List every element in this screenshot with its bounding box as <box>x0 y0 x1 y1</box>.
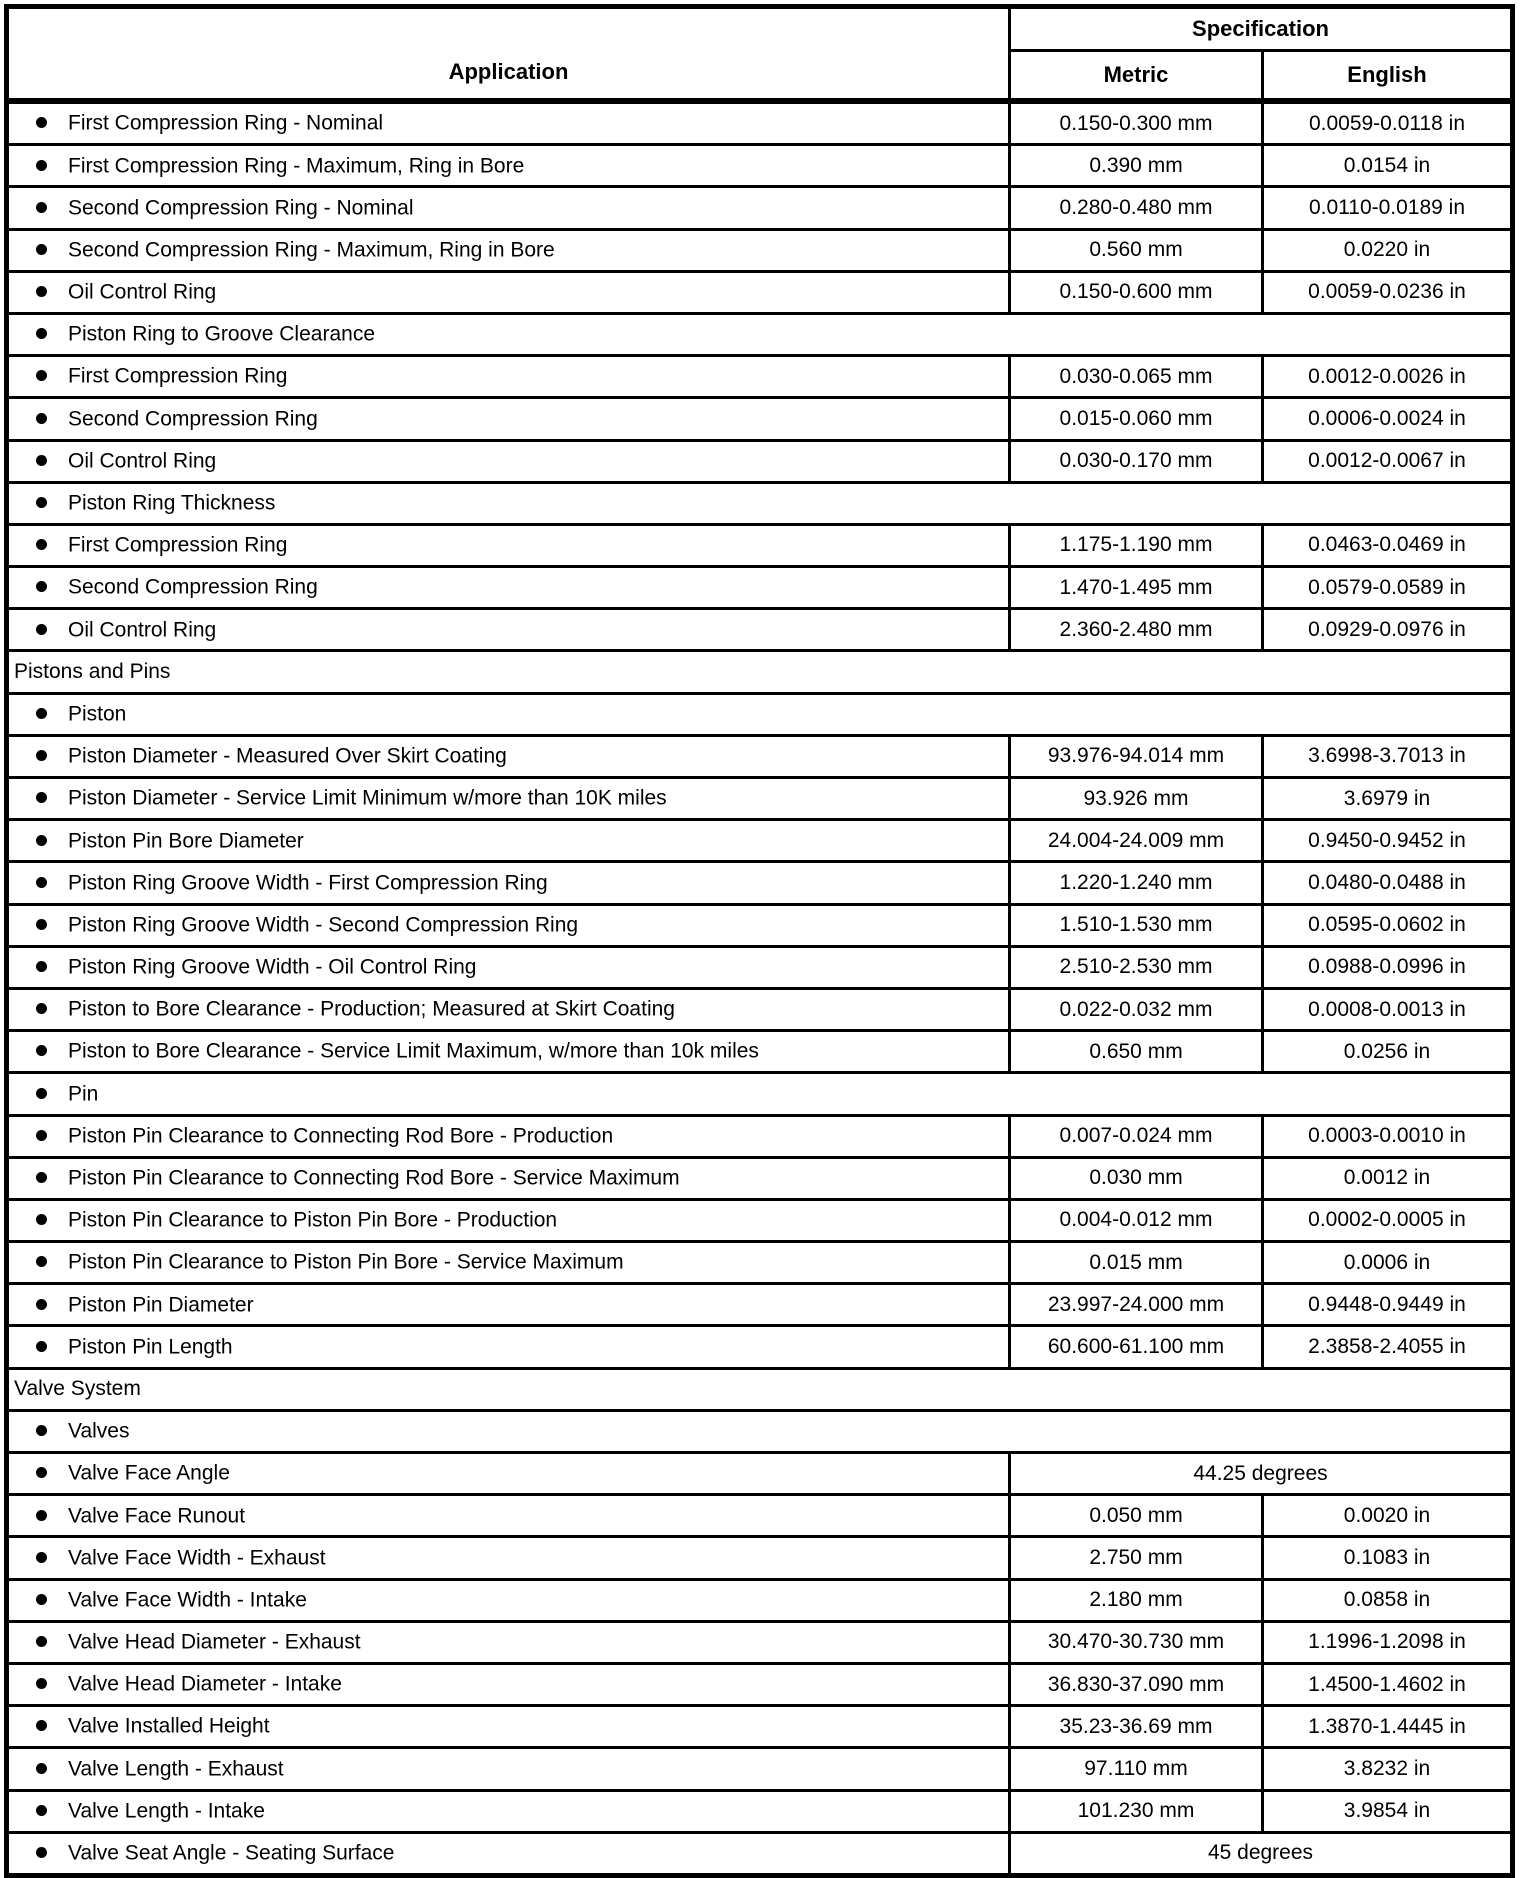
table-row <box>7 567 1513 609</box>
group-label-cell <box>7 313 1513 355</box>
bullet-icon <box>36 1720 47 1731</box>
metric-value: 93.976-94.014 mm <box>1010 735 1263 777</box>
application-cell <box>7 1621 1010 1663</box>
table-row <box>7 1073 1513 1115</box>
application-cell <box>7 1832 1010 1875</box>
metric-value: 23.997-24.000 mm <box>1010 1284 1263 1326</box>
table-header <box>7 7 1513 102</box>
table-row <box>7 1790 1513 1832</box>
bullet-icon <box>36 1130 47 1141</box>
specification-column-header: Specification <box>1010 7 1513 51</box>
table-row <box>7 1537 1513 1579</box>
english-value: 1.4500-1.4602 in <box>1263 1663 1513 1705</box>
metric-value: 101.230 mm <box>1010 1790 1263 1832</box>
bullet-icon <box>36 202 47 213</box>
table-row <box>7 1748 1513 1790</box>
bullet-icon <box>36 1763 47 1774</box>
application-cell <box>7 820 1010 862</box>
specification-value: 44.25 degrees <box>1010 1453 1513 1495</box>
table-row <box>7 1199 1513 1241</box>
application-label: Pin <box>68 1082 99 1106</box>
group-label-cell <box>7 482 1513 524</box>
english-column-header: English <box>1263 51 1513 102</box>
bullet-icon <box>36 792 47 803</box>
metric-value: 0.050 mm <box>1010 1495 1263 1537</box>
english-value: 0.0020 in <box>1263 1495 1513 1537</box>
bullet-icon <box>36 1088 47 1099</box>
application-label: Piston to Bore Clearance - Production; Measured at Skirt Coating <box>68 997 675 1021</box>
english-value: 0.0008-0.0013 in <box>1263 988 1513 1030</box>
bullet-icon <box>36 244 47 255</box>
english-value: 2.3858-2.4055 in <box>1263 1326 1513 1368</box>
english-value: 0.0154 in <box>1263 145 1513 187</box>
table-row <box>7 693 1513 735</box>
table-row <box>7 524 1513 566</box>
table-row <box>7 1031 1513 1073</box>
metric-value: 93.926 mm <box>1010 778 1263 820</box>
english-value: 0.0858 in <box>1263 1579 1513 1621</box>
application-cell <box>7 229 1010 271</box>
bullet-icon <box>36 539 47 550</box>
application-label: Piston Diameter - Service Limit Minimum w/more than 10K miles <box>68 786 667 810</box>
application-cell <box>7 524 1010 566</box>
bullet-icon <box>36 328 47 339</box>
metric-value: 0.007-0.024 mm <box>1010 1115 1263 1157</box>
application-label: Piston Ring to Groove Clearance <box>68 322 375 346</box>
bullet-icon <box>36 1594 47 1605</box>
bullet-icon <box>36 497 47 508</box>
group-label-cell <box>7 1410 1513 1452</box>
application-cell <box>7 271 1010 313</box>
application-label: Piston Ring Groove Width - Oil Control Ring <box>68 955 477 979</box>
table-row <box>7 820 1513 862</box>
table-row <box>7 101 1513 145</box>
metric-value: 1.470-1.495 mm <box>1010 567 1263 609</box>
application-label: Valve Face Runout <box>68 1504 246 1527</box>
application-label: Piston Pin Clearance to Connecting Rod Bore - Production <box>68 1124 614 1148</box>
application-label: Piston Ring Thickness <box>68 491 276 515</box>
application-cell <box>7 1031 1010 1073</box>
specification-value: 45 degrees <box>1010 1832 1513 1875</box>
table-row <box>7 946 1513 988</box>
table-row <box>7 229 1513 271</box>
group-label-cell <box>7 693 1513 735</box>
metric-value: 0.015-0.060 mm <box>1010 398 1263 440</box>
metric-value: 0.560 mm <box>1010 229 1263 271</box>
english-value: 3.9854 in <box>1263 1790 1513 1832</box>
table-row <box>7 1663 1513 1705</box>
english-value: 0.0595-0.0602 in <box>1263 904 1513 946</box>
bullet-icon <box>36 1678 47 1689</box>
metric-value: 2.180 mm <box>1010 1579 1263 1621</box>
english-value: 0.0220 in <box>1263 229 1513 271</box>
application-label: Valve Face Width - Intake <box>68 1588 307 1612</box>
metric-value: 35.23-36.69 mm <box>1010 1706 1263 1748</box>
bullet-icon <box>36 1467 47 1478</box>
application-cell <box>7 609 1010 651</box>
bullet-icon <box>36 370 47 381</box>
application-label: Piston Pin Clearance to Connecting Rod Bore - Service Maximum <box>68 1166 680 1190</box>
application-cell <box>7 1326 1010 1368</box>
metric-value: 0.150-0.600 mm <box>1010 271 1263 313</box>
english-value: 1.1996-1.2098 in <box>1263 1621 1513 1663</box>
application-label: Piston Pin Clearance to Piston Pin Bore - Service Maximum <box>68 1250 624 1274</box>
table-row <box>7 1495 1513 1537</box>
application-cell <box>7 1748 1010 1790</box>
application-label: Second Compression Ring - Nominal <box>68 196 414 220</box>
metric-value: 1.175-1.190 mm <box>1010 524 1263 566</box>
bullet-icon <box>36 919 47 930</box>
application-cell <box>7 101 1010 145</box>
english-value: 0.0003-0.0010 in <box>1263 1115 1513 1157</box>
metric-value: 1.220-1.240 mm <box>1010 862 1263 904</box>
application-label: Valve Seat Angle - Seating Surface <box>68 1841 395 1865</box>
metric-value: 30.470-30.730 mm <box>1010 1621 1263 1663</box>
table-row <box>7 1706 1513 1748</box>
application-label: Second Compression Ring - Maximum, Ring in Bore <box>68 238 555 262</box>
table-row <box>7 1284 1513 1326</box>
bullet-icon <box>36 581 47 592</box>
english-value: 0.0579-0.0589 in <box>1263 567 1513 609</box>
metric-value: 0.022-0.032 mm <box>1010 988 1263 1030</box>
bullet-icon <box>36 1214 47 1225</box>
application-cell <box>7 1790 1010 1832</box>
application-cell <box>7 1663 1010 1705</box>
table-row <box>7 609 1513 651</box>
metric-value: 36.830-37.090 mm <box>1010 1663 1263 1705</box>
application-cell <box>7 988 1010 1030</box>
application-label: Piston Pin Diameter <box>68 1293 254 1317</box>
header-row-top <box>7 7 1513 51</box>
table-row <box>7 1157 1513 1199</box>
english-value: 0.0480-0.0488 in <box>1263 862 1513 904</box>
application-column-header: Application <box>7 7 1010 102</box>
table-row <box>7 1453 1513 1495</box>
bullet-icon <box>36 117 47 128</box>
metric-value: 0.280-0.480 mm <box>1010 187 1263 229</box>
application-cell <box>7 398 1010 440</box>
english-value: 0.9450-0.9452 in <box>1263 820 1513 862</box>
application-cell <box>7 1706 1010 1748</box>
metric-value: 0.004-0.012 mm <box>1010 1199 1263 1241</box>
table-row <box>7 988 1513 1030</box>
section-header-label: Pistons and Pins <box>7 651 1513 693</box>
application-label: First Compression Ring - Nominal <box>68 111 384 135</box>
bullet-icon <box>36 1636 47 1647</box>
application-label: Piston Pin Clearance to Piston Pin Bore - Production <box>68 1208 558 1232</box>
application-cell <box>7 1157 1010 1199</box>
english-value: 1.3870-1.4445 in <box>1263 1706 1513 1748</box>
bullet-icon <box>36 1425 47 1436</box>
english-value: 3.6979 in <box>1263 778 1513 820</box>
table-row <box>7 1579 1513 1621</box>
metric-value: 2.360-2.480 mm <box>1010 609 1263 651</box>
table-row <box>7 1242 1513 1284</box>
bullet-icon <box>36 1552 47 1563</box>
application-label: Piston Ring Groove Width - First Compression Ring <box>68 871 548 895</box>
metric-value: 0.390 mm <box>1010 145 1263 187</box>
english-value: 0.0006 in <box>1263 1242 1513 1284</box>
metric-value: 2.750 mm <box>1010 1537 1263 1579</box>
application-label: Oil Control Ring <box>68 618 217 642</box>
application-label: Valve Length - Exhaust <box>68 1757 284 1781</box>
bullet-icon <box>36 708 47 719</box>
table-row <box>7 1115 1513 1157</box>
application-label: Piston Ring Groove Width - Second Compression Ring <box>68 913 579 937</box>
application-label: Valve Length - Intake <box>68 1799 265 1823</box>
application-label: Second Compression Ring <box>68 407 318 431</box>
english-value: 0.0988-0.0996 in <box>1263 946 1513 988</box>
table-row <box>7 1410 1513 1452</box>
bullet-icon <box>36 835 47 846</box>
application-cell <box>7 1242 1010 1284</box>
application-label: Valve Face Angle <box>68 1461 230 1485</box>
metric-value: 0.030-0.065 mm <box>1010 356 1263 398</box>
metric-value: 0.150-0.300 mm <box>1010 101 1263 145</box>
bullet-icon <box>36 160 47 171</box>
metric-value: 0.030 mm <box>1010 1157 1263 1199</box>
table-body <box>7 101 1513 1875</box>
table-row <box>7 187 1513 229</box>
bullet-icon <box>36 961 47 972</box>
application-cell <box>7 1115 1010 1157</box>
metric-column-header: Metric <box>1010 51 1263 102</box>
table-row <box>7 1832 1513 1875</box>
application-cell <box>7 1453 1010 1495</box>
application-cell <box>7 187 1010 229</box>
table-row <box>7 482 1513 524</box>
english-value: 0.0002-0.0005 in <box>1263 1199 1513 1241</box>
bullet-icon <box>36 1045 47 1056</box>
table-row <box>7 735 1513 777</box>
table-row <box>7 313 1513 355</box>
english-value: 0.0059-0.0236 in <box>1263 271 1513 313</box>
application-label: Piston to Bore Clearance - Service Limit Maximum, w/more than 10k miles <box>68 1039 759 1063</box>
application-label: Valve Face Width - Exhaust <box>68 1546 326 1570</box>
bullet-icon <box>36 624 47 635</box>
application-cell <box>7 1199 1010 1241</box>
metric-value: 0.030-0.170 mm <box>1010 440 1263 482</box>
bullet-icon <box>36 455 47 466</box>
table-row <box>7 904 1513 946</box>
english-value: 0.0012-0.0026 in <box>1263 356 1513 398</box>
english-value: 0.0012 in <box>1263 1157 1513 1199</box>
application-cell <box>7 145 1010 187</box>
application-label: Valve Installed Height <box>68 1714 270 1738</box>
application-cell <box>7 1579 1010 1621</box>
bullet-icon <box>36 1510 47 1521</box>
english-value: 0.1083 in <box>1263 1537 1513 1579</box>
table-row <box>7 356 1513 398</box>
application-label: Piston Pin Bore Diameter <box>68 829 304 852</box>
table-row <box>7 145 1513 187</box>
metric-value: 0.650 mm <box>1010 1031 1263 1073</box>
metric-value: 97.110 mm <box>1010 1748 1263 1790</box>
application-cell <box>7 862 1010 904</box>
english-value: 0.0463-0.0469 in <box>1263 524 1513 566</box>
bullet-icon <box>36 877 47 888</box>
application-cell <box>7 1284 1010 1326</box>
bullet-icon <box>36 413 47 424</box>
metric-value: 24.004-24.009 mm <box>1010 820 1263 862</box>
application-label: First Compression Ring - Maximum, Ring in Bore <box>68 154 525 177</box>
bullet-icon <box>36 1003 47 1014</box>
bullet-icon <box>36 286 47 297</box>
english-value: 0.0012-0.0067 in <box>1263 440 1513 482</box>
application-label: Piston Pin Length <box>68 1335 233 1359</box>
table-row <box>7 1326 1513 1368</box>
application-cell <box>7 567 1010 609</box>
application-label: Oil Control Ring <box>68 449 217 473</box>
application-cell <box>7 1537 1010 1579</box>
table-row <box>7 862 1513 904</box>
application-label: Oil Control Ring <box>68 280 217 304</box>
metric-value: 60.600-61.100 mm <box>1010 1326 1263 1368</box>
application-label: Piston <box>68 702 127 726</box>
bullet-icon <box>36 1805 47 1816</box>
application-cell <box>7 356 1010 398</box>
table-row <box>7 1368 1513 1410</box>
application-label: Piston Diameter - Measured Over Skirt Coating <box>68 744 507 768</box>
english-value: 0.0929-0.0976 in <box>1263 609 1513 651</box>
specification-table <box>4 4 1515 1878</box>
application-label: Valve Head Diameter - Intake <box>68 1672 342 1696</box>
application-cell <box>7 735 1010 777</box>
bullet-icon <box>36 1299 47 1310</box>
table-row <box>7 398 1513 440</box>
table-row <box>7 651 1513 693</box>
table-row <box>7 778 1513 820</box>
english-value: 0.0110-0.0189 in <box>1263 187 1513 229</box>
english-value: 0.9448-0.9449 in <box>1263 1284 1513 1326</box>
english-value: 3.8232 in <box>1263 1748 1513 1790</box>
application-label: Second Compression Ring <box>68 575 318 599</box>
metric-value: 1.510-1.530 mm <box>1010 904 1263 946</box>
metric-value: 0.015 mm <box>1010 1242 1263 1284</box>
application-cell <box>7 440 1010 482</box>
metric-value: 2.510-2.530 mm <box>1010 946 1263 988</box>
bullet-icon <box>36 1172 47 1183</box>
application-label: Valves <box>68 1419 130 1443</box>
section-header-label: Valve System <box>7 1368 1513 1410</box>
application-label: First Compression Ring <box>68 364 288 388</box>
group-label-cell <box>7 1073 1513 1115</box>
bullet-icon <box>36 1341 47 1352</box>
application-cell <box>7 946 1010 988</box>
table-row <box>7 440 1513 482</box>
bullet-icon <box>36 750 47 761</box>
application-label: First Compression Ring <box>68 533 288 557</box>
application-cell <box>7 904 1010 946</box>
english-value: 0.0059-0.0118 in <box>1263 101 1513 145</box>
table-row <box>7 271 1513 313</box>
english-value: 0.0256 in <box>1263 1031 1513 1073</box>
bullet-icon <box>36 1847 47 1858</box>
application-cell <box>7 1495 1010 1537</box>
bullet-icon <box>36 1256 47 1267</box>
english-value: 0.0006-0.0024 in <box>1263 398 1513 440</box>
english-value: 3.6998-3.7013 in <box>1263 735 1513 777</box>
application-cell <box>7 778 1010 820</box>
table-row <box>7 1621 1513 1663</box>
application-label: Valve Head Diameter - Exhaust <box>68 1630 361 1654</box>
